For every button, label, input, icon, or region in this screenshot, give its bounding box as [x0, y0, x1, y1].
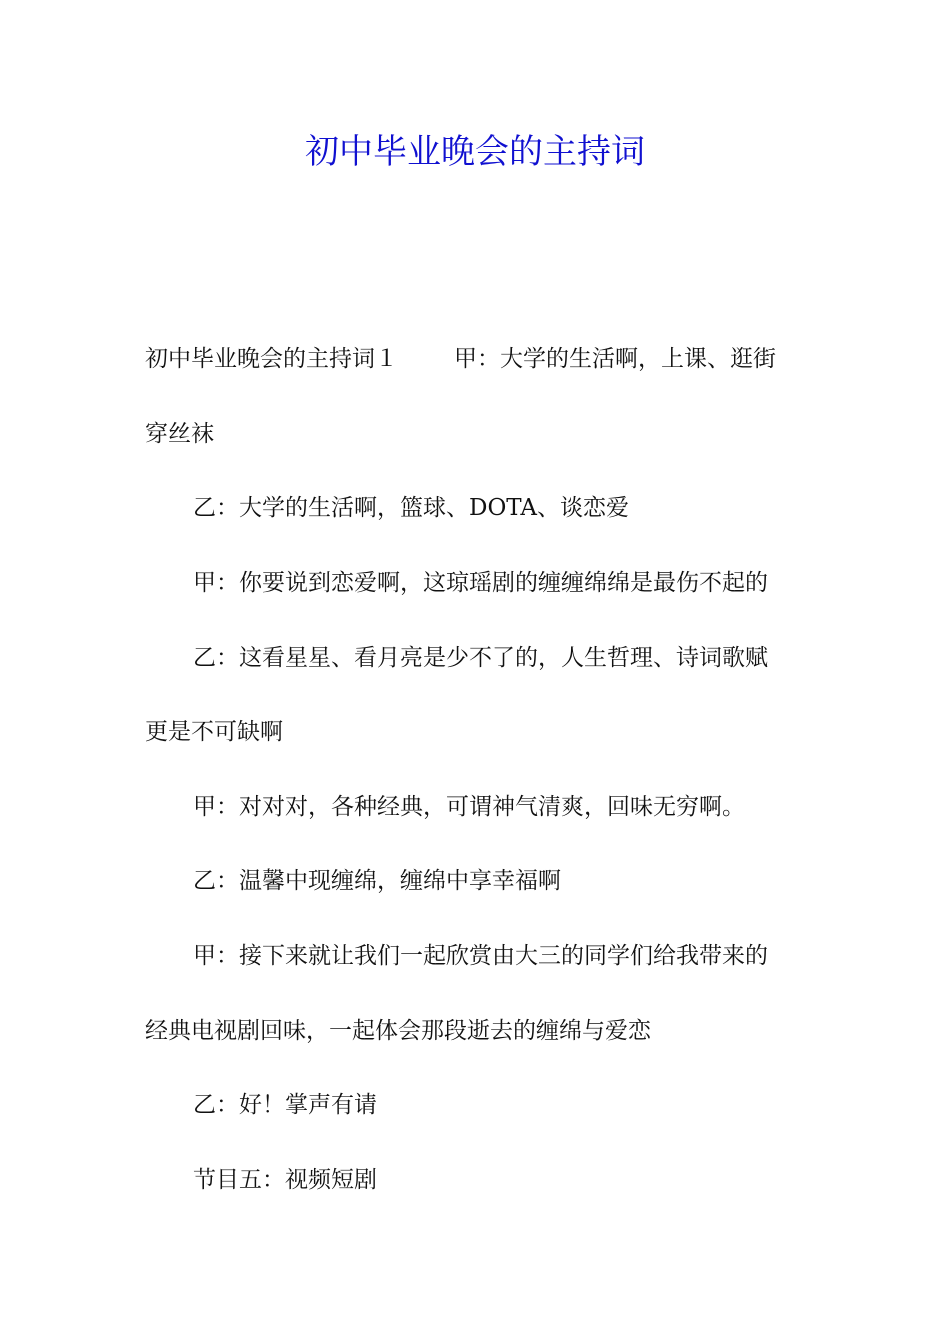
paragraph-line-7: 甲：对对对，各种经典，可谓神气清爽，回味无穷啊。: [193, 794, 745, 820]
paragraph-line-6: 更是不可缺啊: [145, 719, 283, 745]
paragraph-line-3: 乙：大学的生活啊，篮球、DOTA、谈恋爱: [193, 495, 629, 521]
paragraph-line-5: 乙：这看星星、看月亮是少不了的，人生哲理、诗词歌赋: [193, 645, 768, 671]
paragraph-line-4: 甲：你要说到恋爱啊，这琼瑶剧的缠缠绵绵是最伤不起的: [193, 570, 768, 596]
document-title: 初中毕业晚会的主持词: [305, 132, 645, 172]
line-1-heading: 初中毕业晚会的主持词１: [145, 346, 398, 372]
paragraph-line-8: 乙：温馨中现缠绵，缠绵中享幸福啊: [193, 868, 561, 894]
paragraph-line-10: 经典电视剧回味，一起体会那段逝去的缠绵与爱恋: [145, 1018, 651, 1044]
line-1-text: 甲：大学的生活啊，上课、逛街: [454, 346, 776, 372]
paragraph-line-1: [145, 339, 815, 379]
paragraph-line-12: 节目五：视频短剧: [193, 1167, 377, 1193]
paragraph-line-2: 穿丝袜: [145, 421, 214, 447]
paragraph-line-11: 乙：好！掌声有请: [193, 1092, 377, 1118]
paragraph-line-9: 甲：接下来就让我们一起欣赏由大三的同学们给我带来的: [193, 943, 768, 969]
